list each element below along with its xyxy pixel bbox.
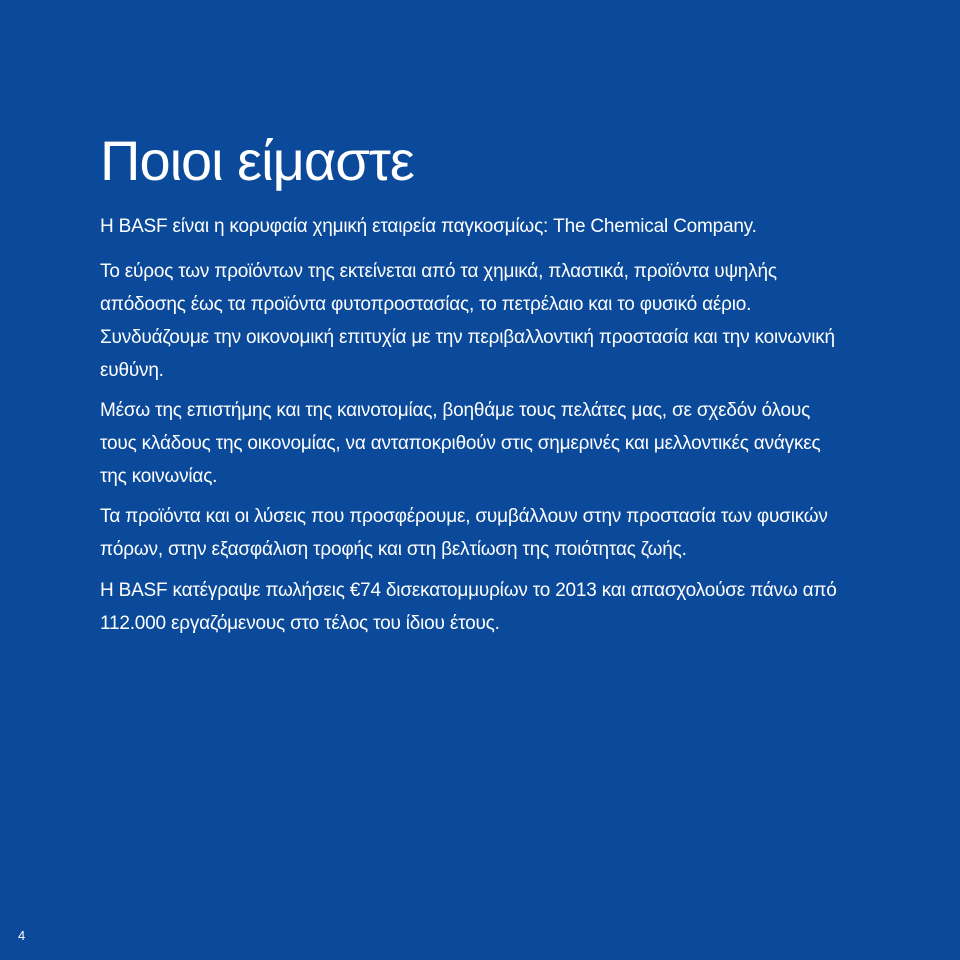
products-paragraph: Το εύρος των προϊόντων της εκτείνεται από τα χημικά, πλαστικά, προϊόντα υψηλής απόδοσης έως τα προϊόντα φυτοπροστασίας, το πετρέλαιο και το φυσικό αέριο. Συνδυάζουμε την οικονομική επιτυχία με την περιβαλλοντική προστασία και την κοινωνική ευθύνη. xyxy=(100,261,835,381)
intro-paragraph: Η BASF είναι η κορυφαία χημική εταιρεία παγκοσμίως: The Chemical Company. xyxy=(100,216,757,237)
page-number: 4 xyxy=(18,928,26,943)
page-title: Ποιοι είμαστε xyxy=(100,129,414,192)
innovation-paragraph: Μέσω της επιστήμης και της καινοτομίας, βοηθάμε τους πελάτες μας, σε σχεδόν όλους τους κλάδους της οικονομίας, να ανταποκριθούν στις σημερινές και μελλοντικές ανάγκες της κοινωνίας. xyxy=(100,400,821,487)
solutions-paragraph: Τα προϊόντα και οι λύσεις που προσφέρουμε, συμβάλλουν στην προστασία των φυσικών πόρων, στην εξασφάλιση τροφής και στη βελτίωση της ποιότητας ζωής. xyxy=(100,506,828,560)
sales-paragraph: Η BASF κατέγραψε πωλήσεις €74 δισεκατομμυρίων το 2013 και απασχολούσε πάνω από 112.000 εργαζόμενους στο τέλος του ίδιου έτους. xyxy=(100,580,837,634)
